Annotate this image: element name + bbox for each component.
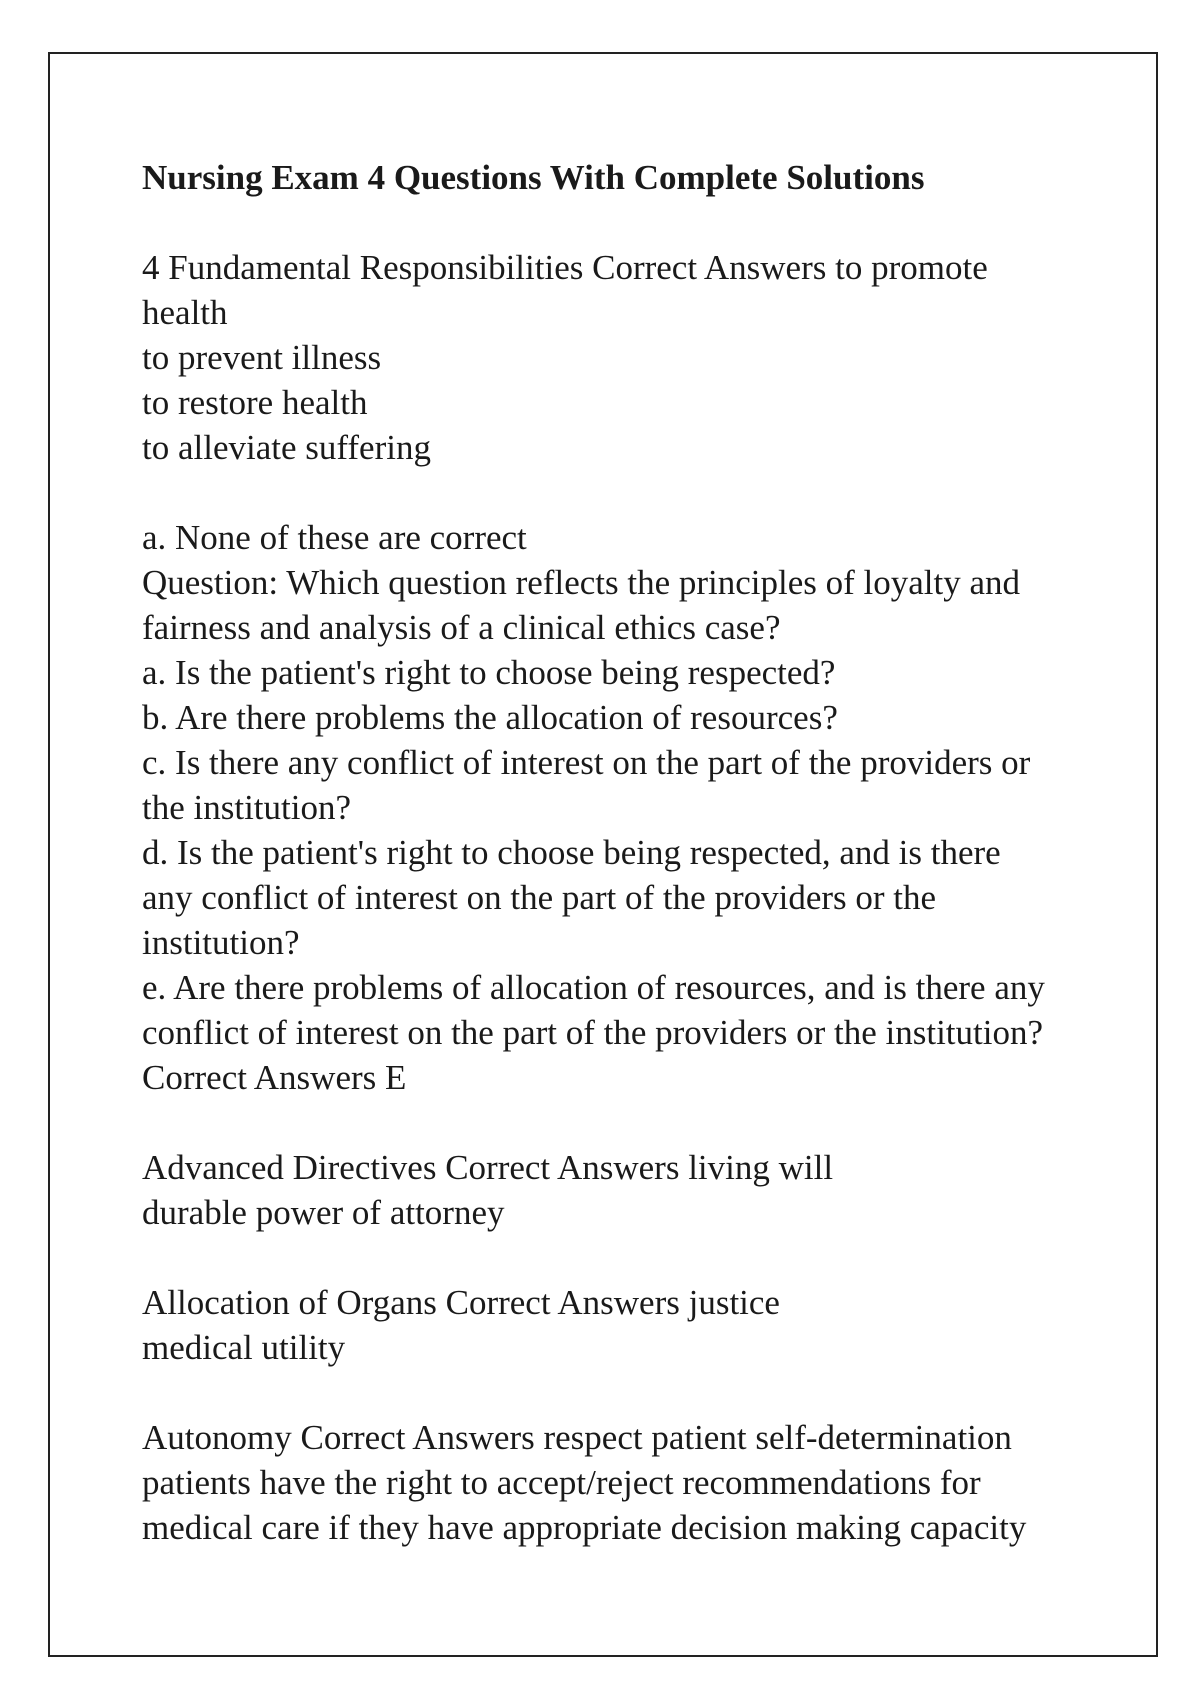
text-line: 4 Fundamental Responsibilities Correct Answers to promote [142,248,988,287]
text-line: health [142,293,228,332]
text-line: to restore health [142,383,368,422]
qa-block-advanced-directives [142,1145,1102,1235]
text-line: institution? [142,923,300,962]
text-line: d. Is the patient's right to choose being respected, and is there [142,833,1001,872]
text-line: e. Are there problems of allocation of resources, and is there any [142,968,1045,1007]
text-line: patients have the right to accept/reject recommendations for [142,1463,981,1502]
qa-block-allocation-of-organs [142,1280,1102,1370]
qa-block-fundamental-responsibilities [142,245,1102,470]
document-body [142,155,1102,1595]
text-line: medical care if they have appropriate decision making capacity [142,1508,1027,1547]
text-line: a. Is the patient's right to choose being respected? [142,653,836,692]
text-line: conflict of interest on the part of the providers or the institution? [142,1013,1044,1052]
document-title: Nursing Exam 4 Questions With Complete Solutions [142,158,925,197]
text-line: a. None of these are correct [142,518,527,557]
text-line: any conflict of interest on the part of the providers or the [142,878,937,917]
text-line: the institution? [142,788,352,827]
text-line: Allocation of Organs Correct Answers justice [142,1283,780,1322]
text-line: to prevent illness [142,338,382,377]
text-line: Advanced Directives Correct Answers living will [142,1148,834,1187]
text-line: Correct Answers E [142,1058,407,1097]
text-line: Question: Which question reflects the principles of loyalty and [142,563,1021,602]
qa-block-autonomy [142,1415,1102,1550]
text-line: b. Are there problems the allocation of resources? [142,698,838,737]
qa-block-ethics-question [142,515,1102,1100]
text-line: Autonomy Correct Answers respect patient self-determination [142,1418,1012,1457]
text-line: medical utility [142,1328,346,1367]
text-line: c. Is there any conflict of interest on the part of the providers or [142,743,1031,782]
text-line: durable power of attorney [142,1193,505,1232]
text-line: to alleviate suffering [142,428,431,467]
text-line: fairness and analysis of a clinical ethics case? [142,608,781,647]
